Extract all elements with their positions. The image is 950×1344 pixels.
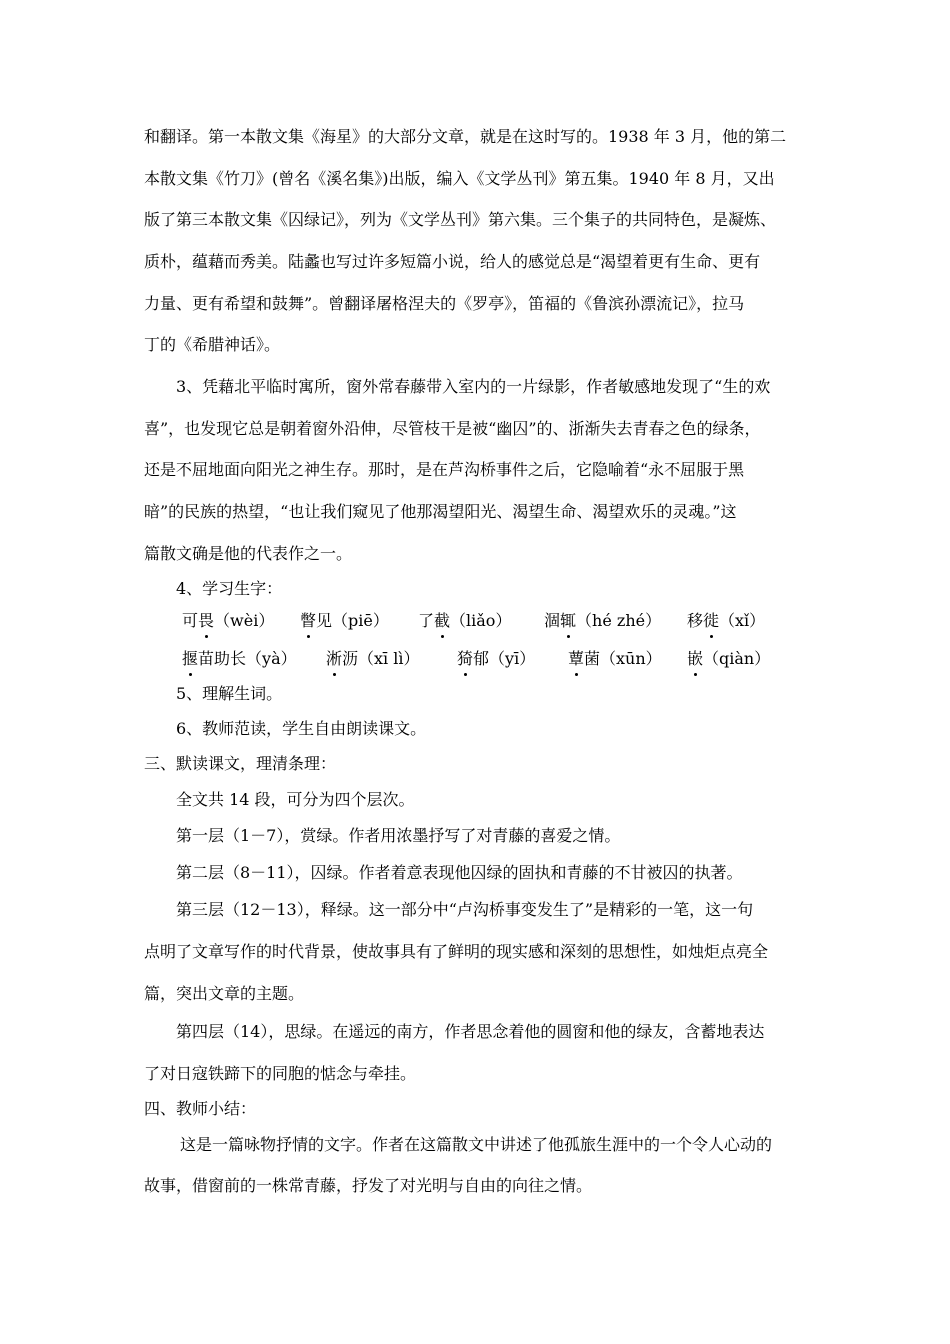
- item-6: 6、教师范读，学生自由朗读课文。: [176, 719, 427, 738]
- emphasis-dot-char: 揠: [182, 649, 199, 668]
- vocab-word: 揠苗助长（yà）: [182, 649, 297, 668]
- vocab-word: 可畏（wèi）: [182, 611, 275, 630]
- layer-3-line: 第三层（12－13），释绿。这一部分中“卢沟桥事变发生了”是精彩的一笔，这一句: [176, 900, 754, 919]
- vocab-word: 了截（liǎo）: [418, 611, 512, 630]
- vocab-word: 移徙（xǐ）: [687, 611, 766, 630]
- emphasis-dot-char: 淅: [326, 649, 343, 668]
- intro-line: 版了第三本散文集《囚绿记》，列为《文学丛刊》第六集。三个集子的共同特色，是凝炼、: [144, 210, 777, 229]
- section-3-summary: 全文共 14 段，可分为四个层次。: [176, 790, 415, 809]
- intro-line: 力量、更有希望和鼓舞”。曾翻译屠格涅夫的《罗亭》，笛福的《鲁滨孙漂流记》，拉马: [144, 294, 745, 313]
- paragraph-3-line: 3、凭藉北平临时寓所，窗外常春藤带入室内的一片绿影，作者敏感地发现了“生的欢: [176, 377, 771, 396]
- paragraph-3-line: 喜”，也发现它总是朝着窗外沿伸，尽管枝干是被“幽囚”的、浙渐失去青春之色的绿条，: [144, 419, 761, 438]
- intro-line: 质朴，蕴藉而秀美。陆蠡也写过许多短篇小说，给人的感觉总是“渴望着更有生命、更有: [144, 252, 761, 271]
- layer-2: 第二层（8－11），囚绿。作者着意表现他囚绿的固执和青藤的不甘被囚的执著。: [176, 863, 743, 882]
- emphasis-dot-char: 截: [434, 611, 451, 630]
- layer-1: 第一层（1－7），赏绿。作者用浓墨抒写了对青藤的喜爱之情。: [176, 826, 621, 845]
- layer-4-line: 了对日寇铁蹄下的同胞的惦念与牵挂。: [144, 1064, 417, 1083]
- layer-3-line: 篇，突出文章的主题。: [144, 984, 305, 1003]
- paragraph-3-line: 还是不屈地面向阳光之神生存。那时，是在芦沟桥事件之后，它隐喻着“永不屈服于黑: [144, 460, 745, 479]
- emphasis-dot-char: 辄: [560, 611, 577, 630]
- layer-4-line: 第四层（14），思绿。在遥远的南方，作者思念着他的圆窗和他的绿友，含蓄地表达: [176, 1022, 765, 1041]
- vocab-row-2: [182, 648, 802, 670]
- intro-line: 和翻译。第一本散文集《海星》的大部分文章，就是在这时写的。1938 年 3 月，他的第二: [144, 127, 787, 146]
- emphasis-dot-char: 徙: [703, 611, 720, 630]
- vocab-row-1: [182, 610, 802, 632]
- intro-line: 丁的《希腊神话》。: [144, 335, 281, 354]
- emphasis-dot-char: 瞥: [300, 611, 317, 630]
- vocab-word: 淅沥（xī lì）: [326, 649, 420, 668]
- paragraph-3-line: 篇散文确是他的代表作之一。: [144, 544, 353, 563]
- item-5: 5、理解生词。: [176, 684, 283, 703]
- emphasis-dot-char: 猗: [457, 649, 474, 668]
- paragraph-3-line: 暗”的民族的热望，“也让我们窥见了他那渴望阳光、渴望生命、渴望欢乐的灵魂。”这: [144, 502, 737, 521]
- section-3-heading: 三、默读课文，理清条理：: [144, 754, 337, 773]
- emphasis-dot-char: 畏: [198, 611, 215, 630]
- vocab-word: 瞥见（piē）: [300, 611, 389, 630]
- intro-line: 本散文集《竹刀》(曾名《溪名集》)出版，编入《文学丛刊》第五集。1940 年 8 月，又出: [144, 169, 775, 188]
- summary-line: 这是一篇咏物抒情的文字。作者在这篇散文中讲述了他孤旅生涯中的一个令人心动的: [180, 1135, 773, 1154]
- emphasis-dot-char: 蕈: [568, 649, 585, 668]
- vocab-word: 嵌（qiàn）: [687, 649, 771, 668]
- layer-3-line: 点明了文章写作的时代背景，使故事具有了鲜明的现实感和深刻的思想性，如烛炬点亮全: [144, 942, 769, 961]
- section-4-heading: 四、教师小结：: [144, 1099, 257, 1118]
- vocab-word: 猗郁（yī）: [457, 649, 536, 668]
- vocab-word: 蕈菌（xūn）: [568, 649, 662, 668]
- vocab-word: 涸辄（hé zhé）: [544, 611, 662, 630]
- summary-line: 故事，借窗前的一株常青藤，抒发了对光明与自由的向往之情。: [144, 1176, 593, 1195]
- emphasis-dot-char: 嵌: [687, 649, 704, 668]
- item-4-title: 4、学习生字：: [176, 579, 283, 598]
